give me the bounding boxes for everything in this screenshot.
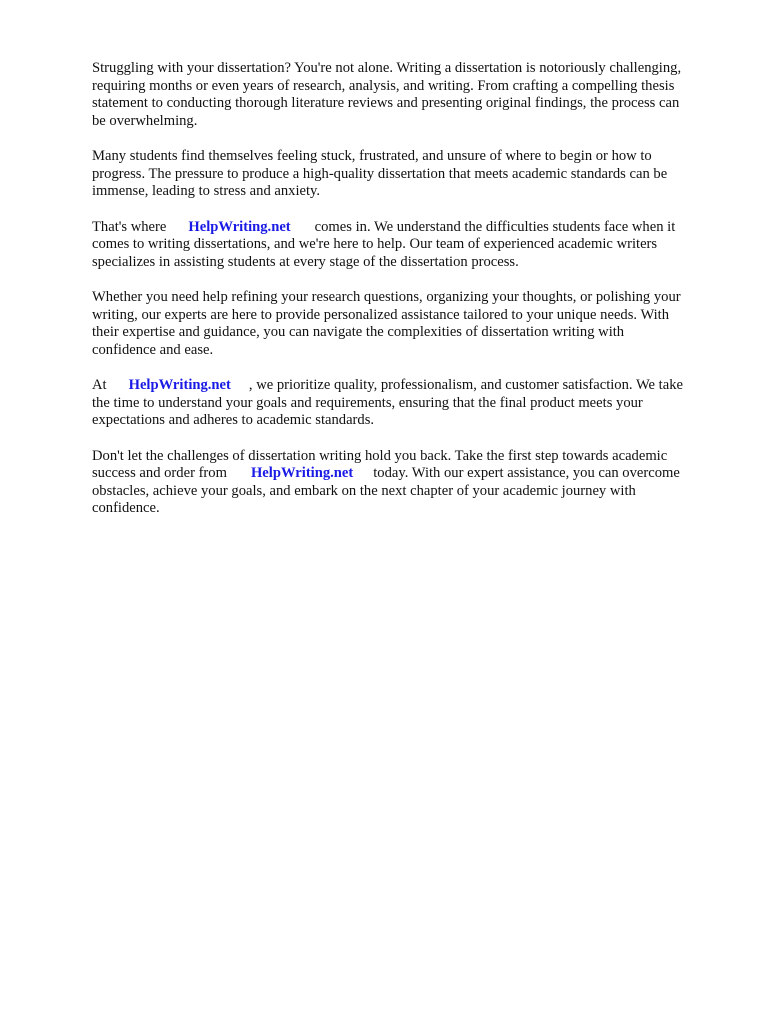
text-line: expectations and adheres to academic standards. xyxy=(92,412,375,428)
text-line: their expertise and guidance, you can navigate the complexities of dissertation writing with xyxy=(92,324,625,340)
text-line: writing, our experts are here to provide personalized assistance tailored to your unique needs. With xyxy=(92,306,670,323)
text-line: be overwhelming. xyxy=(92,112,198,129)
text-line: requiring months or even years of research, analysis, and writing. From crafting a compelling thesis xyxy=(92,77,675,94)
text-after-link: , we prioritize quality, professionalism, and customer satisfaction. We take xyxy=(248,377,683,393)
text-before-link: That's where xyxy=(92,218,167,235)
text-line: progress. The pressure to produce a high-quality dissertation that meets academic standards can be xyxy=(92,165,668,182)
text-line: confidence and ease. xyxy=(92,341,214,358)
text-line: immense, leading to stress and anxiety. xyxy=(92,183,321,199)
text-before-link: At xyxy=(92,377,107,393)
text-line: comes to writing dissertations, and we're here to help. Our team of experienced academic writers xyxy=(92,236,658,252)
helpwriting-link[interactable]: HelpWriting.net xyxy=(250,465,354,481)
text-after-link: today. With our expert assistance, you can overcome xyxy=(373,465,680,481)
paragraph-service xyxy=(92,219,728,272)
text-line: statement to conducting thorough literature reviews and presenting original findings, the process can xyxy=(92,95,680,111)
paragraph-intro xyxy=(92,60,728,130)
text-line: the time to understand your goals and requirements, ensuring that the final product meets your xyxy=(92,394,643,411)
text-line: Struggling with your dissertation? You're not alone. Writing a dissertation is notoriously challenging, xyxy=(92,60,682,76)
text-after-link: comes in. We understand the difficulties students face when it xyxy=(314,218,676,235)
text-line xyxy=(92,465,728,483)
paragraph-quality xyxy=(92,377,728,430)
text-line: obstacles, achieve your goals, and embark on the next chapter of your academic journey with xyxy=(92,482,636,499)
text-line: Many students find themselves feeling stuck, frustrated, and unsure of where to begin or how to xyxy=(92,148,652,164)
paragraph-struggles xyxy=(92,148,728,201)
helpwriting-link[interactable]: HelpWriting.net xyxy=(128,377,231,393)
helpwriting-link[interactable]: HelpWriting.net xyxy=(188,218,291,235)
paragraph-help xyxy=(92,289,728,359)
text-line xyxy=(92,377,728,395)
text-line: confidence. xyxy=(92,500,160,516)
text-line xyxy=(92,219,728,237)
paragraph-closing xyxy=(92,448,728,518)
text-before-link: success and order from xyxy=(92,465,227,481)
text-line: Whether you need help refining your research questions, organizing your thoughts, or polishing your xyxy=(92,289,681,305)
text-line: Don't let the challenges of dissertation writing hold you back. Take the first step towards academic xyxy=(92,447,668,464)
text-line: specializes in assisting students at every stage of the dissertation process. xyxy=(92,253,519,270)
